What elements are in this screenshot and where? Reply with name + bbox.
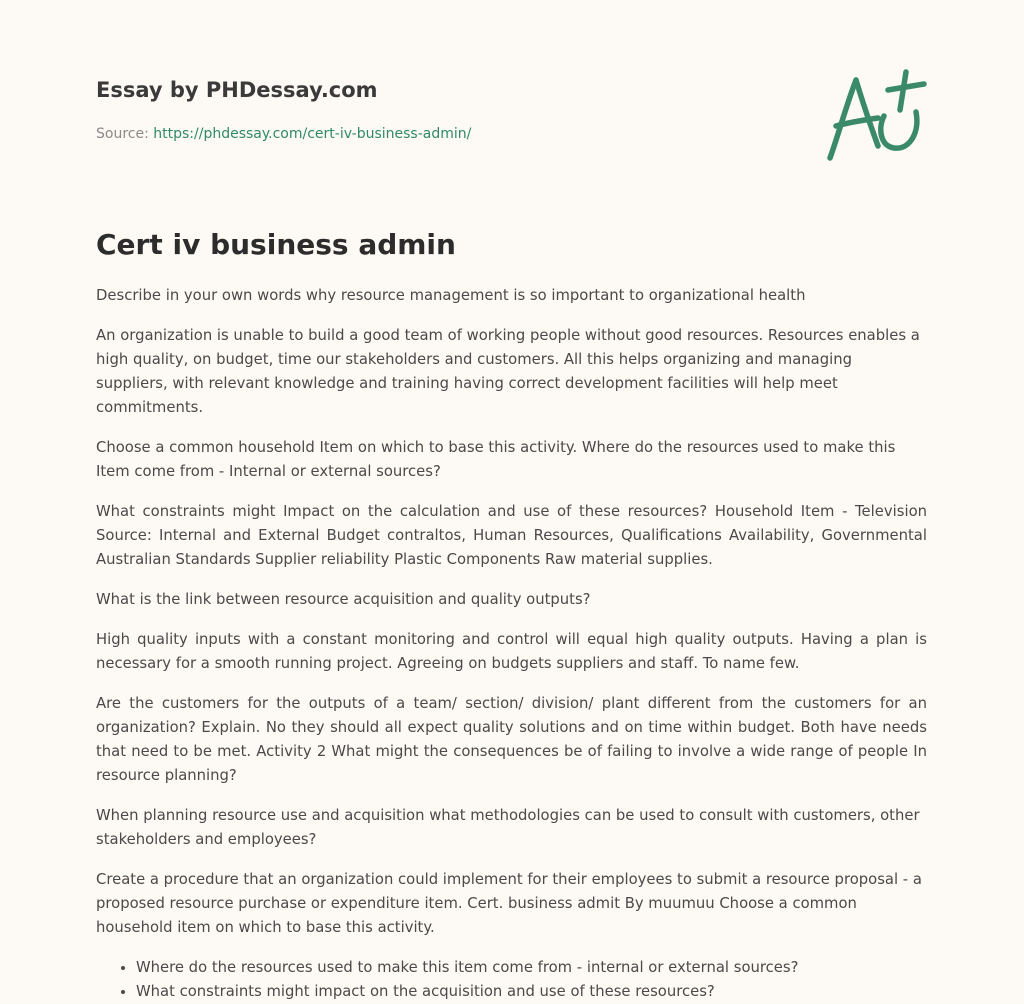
essay-header [96, 76, 796, 144]
bullet-list [96, 956, 927, 1004]
list-item: • What constraints might impact on the acquisition and use of these resources? [136, 980, 927, 1004]
paragraph: Create a procedure that an organization could implement for their employees to submit a resource proposal - a proposed resource purchase or expenditure item. Cert. business admit By muumuu Choose a common household item on which to base this activity. [96, 871, 922, 936]
source-line [96, 124, 796, 144]
paragraph: What is the link between resource acquisition and quality outputs? [96, 591, 591, 608]
a-plus-grade-icon [820, 66, 930, 166]
essay-body [96, 284, 927, 1004]
paragraph: An organization is unable to build a good team of working people without good resources. Resources enables a high quality, on budget, time our stakeholders and customers. All this helps organizing and managing suppliers, with relevant knowledge and training having correct development facilities will help meet commitments. [96, 327, 920, 416]
source-link[interactable]: https://phdessay.com/cert-iv-business-admin/ [153, 126, 472, 142]
source-label: Source: [96, 126, 149, 142]
paragraph: When planning resource use and acquisition what methodologies can be used to consult with customers, other stakeholders and employees? [96, 807, 920, 848]
paragraph: Choose a common household Item on which to base this activity. Where do the resources used to make this Item come from - Internal or external sources? [96, 439, 896, 480]
site-brand: Essay by PHDessay.com [96, 78, 378, 102]
paragraph: What constraints might Impact on the calculation and use of these resources? Household Item - Television Source: Internal and External Budget contraltos, Human Resources, Qualifications Availability, Governmental Australian Standards Supplier reliability Plastic Components Raw material supplies. [96, 503, 927, 568]
list-item: • Where do the resources used to make this item come from - internal or external sources? [136, 956, 927, 980]
paragraph: High quality inputs with a constant monitoring and control will equal high quality outputs. Having a plan is necessary for a smooth running project. Agreeing on budgets suppliers and staff. To name few. [96, 631, 927, 672]
essay-title: Cert iv business admin [96, 228, 456, 261]
paragraph: Describe in your own words why resource management is so important to organizational health [96, 287, 806, 304]
paragraph: Are the customers for the outputs of a team/ section/ division/ plant different from the customers for an organization? Explain. No they should all expect quality solutions and on time within budget. Both have needs that need to be met. Activity 2 What might the consequences be of failing to involve a wide range of people In resource planning? [96, 695, 927, 784]
